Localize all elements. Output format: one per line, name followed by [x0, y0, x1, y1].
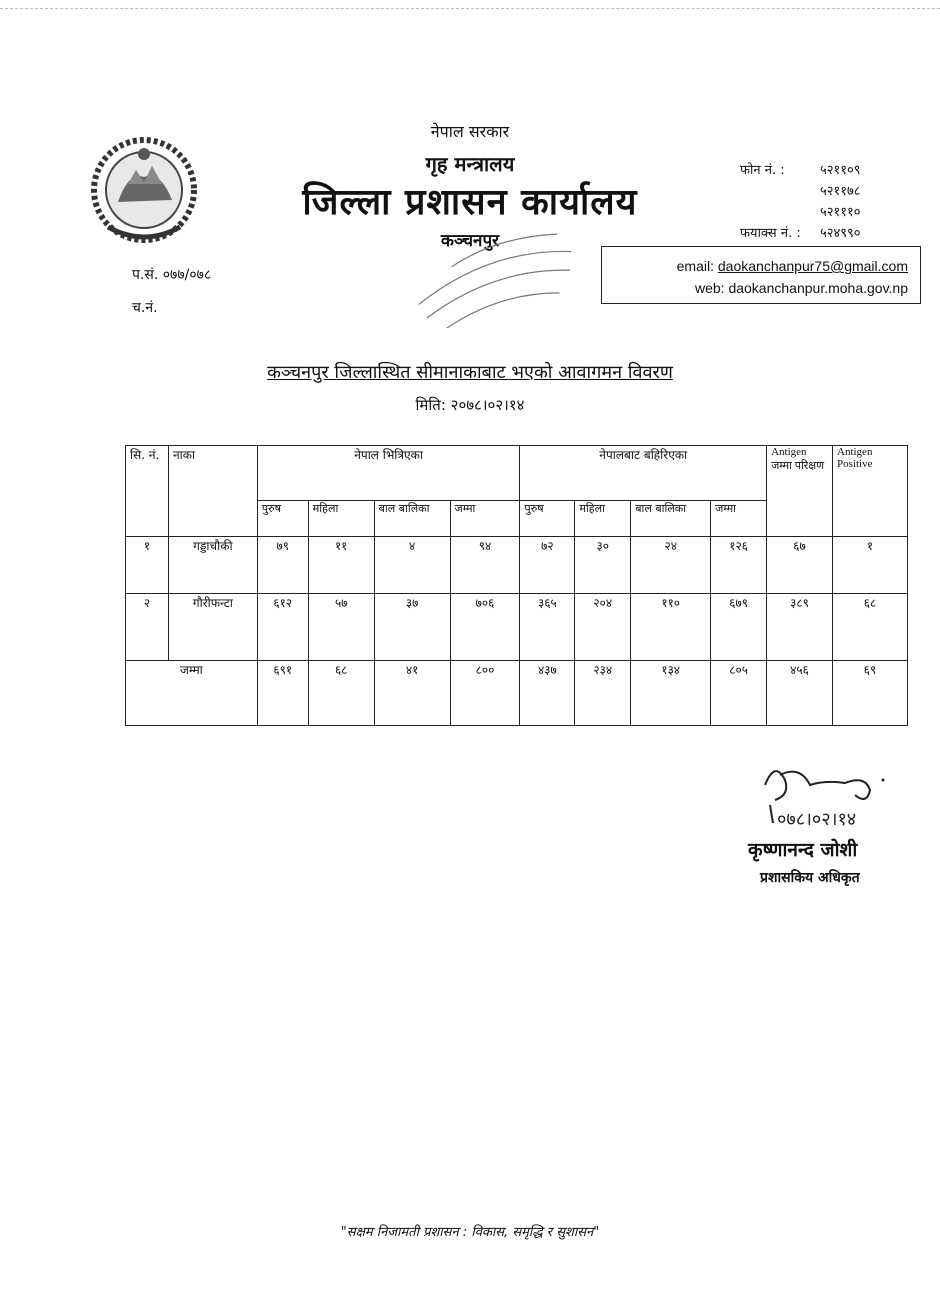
signatory-name: कृष्णानन्द जोशी — [748, 839, 858, 861]
cell: ६८ — [833, 594, 908, 661]
cell: १३४ — [631, 661, 711, 726]
cell: ४१ — [374, 661, 450, 726]
web-line: web: daokanchanpur.moha.gov.np — [694, 280, 908, 296]
cell: १ — [833, 537, 908, 594]
total-label: जम्मा — [126, 661, 258, 726]
naka-header: नाका — [168, 446, 257, 537]
scan-border — [0, 8, 940, 9]
fax-number: ५२४९९० — [820, 226, 861, 241]
table-row — [126, 594, 908, 661]
cell: ५७ — [308, 594, 374, 661]
header-row — [126, 446, 908, 501]
cell: ४५६ — [767, 661, 833, 726]
cell: ७९ — [257, 537, 308, 594]
signature-date: ०७८।०२।१४ — [777, 809, 857, 830]
email-line: email: daokanchanpur75@gmail.com — [676, 258, 908, 274]
cell: ६९ — [833, 661, 908, 726]
phone-number: ५२१११० — [820, 205, 861, 220]
subheader-total: जम्मा — [711, 501, 767, 537]
subheader-female: महिला — [575, 501, 631, 537]
border-movement-table — [125, 445, 908, 726]
phone-number: ५२११७८ — [820, 184, 861, 199]
row-naka: गौरीफन्टा — [168, 594, 257, 661]
cell: ११० — [631, 594, 711, 661]
subheader-male: पुरुष — [520, 501, 575, 537]
total-row — [126, 661, 908, 726]
antigen-positive-header: Antigen Positive — [833, 446, 908, 537]
subheader-male: पुरुष — [257, 501, 308, 537]
cell: ३० — [575, 537, 631, 594]
row-naka: गड्डाचौकी — [168, 537, 257, 594]
table-row — [126, 537, 908, 594]
email-link[interactable]: daokanchanpur75@gmail.com — [717, 258, 908, 274]
reference-number: प.सं. ०७७/०७८ — [132, 267, 212, 283]
leaving-header: नेपालबाट बहिरिएका — [520, 446, 767, 501]
office-name: जिल्ला प्रशासन कार्यालय — [302, 182, 638, 223]
cell: २३४ — [575, 661, 631, 726]
cell: ९४ — [450, 537, 520, 594]
footer-motto: "सक्षम निजामती प्रशासन : विकास, समृद्धि र सुशासन" — [340, 1225, 600, 1240]
subheader-children: बाल बालिका — [374, 501, 450, 537]
subheader-children: बाल बालिका — [631, 501, 711, 537]
antigen-tested-header: Antigen जम्मा परिक्षण — [767, 446, 833, 537]
document-date: मिति: २०७८।०२।१४ — [415, 396, 525, 414]
phone-row — [740, 202, 861, 223]
cell: ११ — [308, 537, 374, 594]
subheader-total: जम्मा — [450, 501, 520, 537]
fax-row: फयाक्स नं. : ५२४९९० — [740, 223, 861, 244]
cell: ६८ — [308, 661, 374, 726]
subheader-female: महिला — [308, 501, 374, 537]
entering-header: नेपाल भित्रिएका — [257, 446, 520, 501]
district-name: कञ्चनपुर — [440, 231, 500, 251]
cell: ८०० — [450, 661, 520, 726]
cell: ३८९ — [767, 594, 833, 661]
cell: ६९१ — [257, 661, 308, 726]
cell: २४ — [631, 537, 711, 594]
signature-icon — [755, 755, 915, 835]
row-sn: २ — [126, 594, 169, 661]
ministry-name: गृह मन्त्रालय — [425, 152, 515, 176]
cell: ४३७ — [520, 661, 575, 726]
contact-box — [601, 246, 921, 304]
cell: ६७९ — [711, 594, 767, 661]
government-name: नेपाल सरकार — [430, 122, 510, 141]
cell: ६७ — [767, 537, 833, 594]
cell: ३७ — [374, 594, 450, 661]
sn-header: सि. नं. — [126, 446, 169, 537]
phone-number: ५२११०९ — [820, 163, 861, 178]
cell: ७२ — [520, 537, 575, 594]
row-sn: १ — [126, 537, 169, 594]
cell: ६१२ — [257, 594, 308, 661]
dispatch-number: च.नं. — [132, 300, 158, 316]
phone-row — [740, 181, 861, 202]
cell: ८०५ — [711, 661, 767, 726]
cell: ३६५ — [520, 594, 575, 661]
phone-row: फोन नं. : ५२११०९ — [740, 160, 861, 181]
cell: २०४ — [575, 594, 631, 661]
document-title: कञ्चनपुर जिल्लास्थित सीमानाकाबाट भएको आवागमन विवरण — [267, 362, 673, 383]
cell: ४ — [374, 537, 450, 594]
cell: १२६ — [711, 537, 767, 594]
cell: ७०६ — [450, 594, 520, 661]
office-stamp-icon — [395, 228, 595, 328]
phone-list — [740, 160, 861, 244]
signatory-designation: प्रशासकिय अधिकृत — [760, 870, 860, 886]
web-link[interactable]: daokanchanpur.moha.gov.np — [728, 280, 908, 296]
